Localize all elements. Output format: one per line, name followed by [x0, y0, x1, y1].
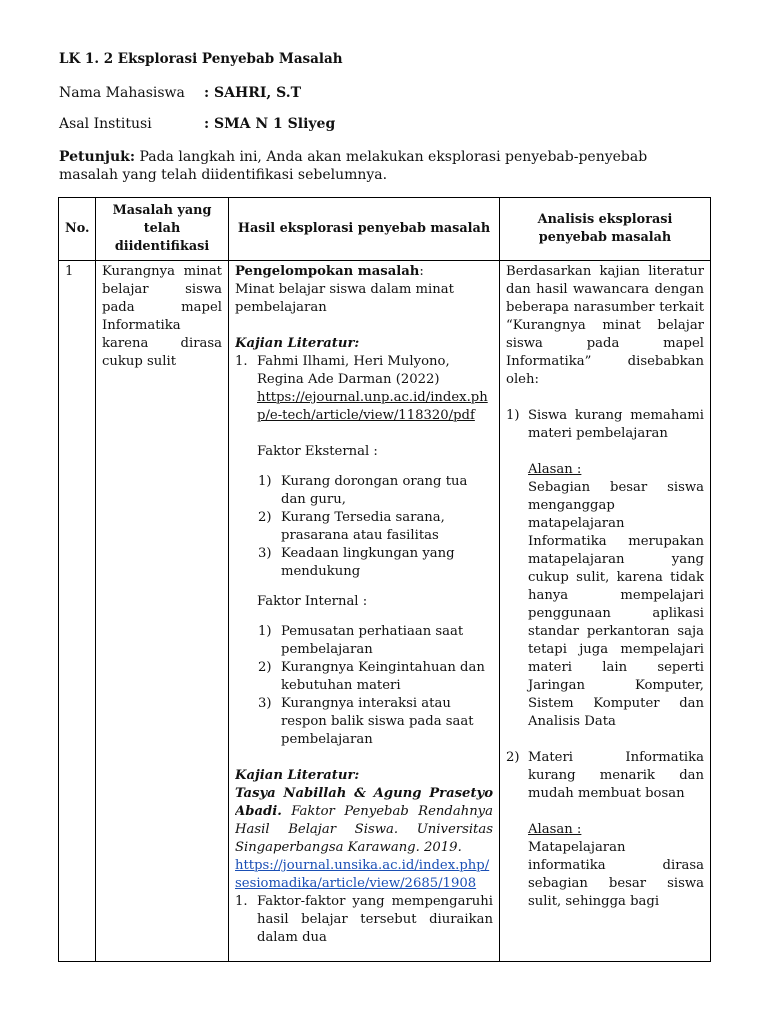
cell-analisis [500, 261, 711, 962]
reference-2-item-number: 1. [235, 894, 248, 909]
cell-no [59, 261, 96, 962]
institution-row [59, 116, 335, 132]
reference-2-title: Faktor Penyebab Rendahnya Hasil Belajar Siswa. Universitas Singaperbangsa Karawang. 2019. [235, 804, 493, 855]
reference-1 [235, 353, 493, 461]
group-line [235, 263, 493, 281]
reference-2 [235, 785, 493, 857]
faktor-eksternal-label: Faktor Eksternal : [257, 444, 378, 459]
group-text: Minat belajar siswa dalam minat pembelajaran [235, 282, 454, 315]
reference-1-link[interactable]: https://ejournal.unp.ac.id/index.php/e-tech/article/view/118320/pdf [257, 390, 488, 423]
instruction-text: Pada langkah ini, Anda akan melakukan eksplorasi penyebab-penyebab masalah yang telah diidentifikasi sebelumnya. [59, 149, 648, 183]
table-row [59, 261, 711, 962]
cell-hasil [229, 261, 500, 962]
analisis-point-1-reason: Sebagian besar siswa menganggap matapelajaran Informatika merupakan matapelajaran yang cukup sulit, karena tidak hanya mempelajari penggunaan aplikasi standar perkantoran saja tetapi juga mempelajari materi lain seperti Jaringan Komputer, Sistem Komputer dan Analisis Data [528, 480, 704, 729]
reference-2-item [235, 893, 493, 947]
faktor-internal-label: Faktor Internal : [257, 594, 368, 609]
institution-value: : SMA N 1 Sliyeg [204, 116, 336, 132]
kajian-literatur-heading-1: Kajian Literatur: [235, 336, 360, 351]
analisis-point-2-number: 2) [506, 750, 520, 765]
table-header-row [59, 198, 711, 261]
faktor-internal-list [235, 623, 493, 749]
group-colon: : [419, 264, 424, 279]
list-item: 3) Kurangnya interaksi atau respon balik siswa pada saat pembelajaran [258, 696, 474, 747]
faktor-eksternal-list [235, 473, 493, 581]
analisis-point-2-text: Materi Informatika kurang menarik dan mudah membuat bosan [528, 750, 704, 801]
list-item: 1) Pemusatan perhatiaan saat pembelajaran [258, 624, 464, 657]
header-no: No. [59, 198, 96, 261]
analisis-point-1-text: Siswa kurang memahami materi pembelajaran [528, 408, 704, 441]
reference-1-number: 1. [235, 354, 248, 369]
document-title: LK 1. 2 Eksplorasi Penyebab Masalah [59, 51, 343, 67]
list-item: 2) Kurangnya Keingintahuan dan kebutuhan materi [258, 660, 485, 693]
student-name-label: Nama Mahasiswa [59, 85, 185, 101]
student-name-row [59, 85, 301, 101]
analisis-point-1-number: 1) [506, 408, 520, 423]
analisis-point-1 [506, 407, 704, 731]
alasan-label-2: Alasan : [528, 822, 582, 837]
analisis-intro: Berdasarkan kajian literatur dan hasil wawancara dengan beberapa narasumber terkait “Kurangnya minat belajar siswa pada mapel Informatika” disebabkan oleh: [506, 264, 704, 387]
reference-2-item-text: Faktor-faktor yang mempengaruhi hasil belajar tersebut diuraikan dalam dua [257, 894, 493, 945]
list-item: 3) Keadaan lingkungan yang mendukung [258, 546, 455, 579]
list-item: 1) Kurang dorongan orang tua dan guru, [258, 474, 468, 507]
header-analisis: Analisis eksplorasi penyebab masalah [500, 198, 711, 261]
reference-1-authors: Fahmi Ilhami, Heri Mulyono, Regina Ade Darman (2022) [257, 354, 450, 387]
group-label: Pengelompokan masalah [235, 264, 420, 279]
student-name-value: : SAHRI, S.T [204, 85, 302, 101]
list-item: 2) Kurang Tersedia sarana, prasarana atau fasilitas [258, 510, 445, 543]
masalah-text: Kurangnya minat belajar siswa pada mapel Informatika karena dirasa cukup sulit [102, 264, 222, 369]
kajian-literatur-heading-2: Kajian Literatur: [235, 768, 360, 783]
instruction-label: Petunjuk: [59, 149, 135, 165]
reference-2-authors: Tasya Nabillah & Agung Prasetyo Abadi. [235, 786, 493, 819]
institution-label: Asal Institusi [59, 116, 152, 132]
header-masalah: Masalah yang telah diidentifikasi [96, 198, 229, 261]
instruction [59, 148, 709, 184]
alasan-label-1: Alasan : [528, 462, 582, 477]
analisis-point-2-reason: Matapelajaran informatika dirasa sebagian besar siswa sulit, sehingga bagi [528, 840, 704, 909]
reference-2-link[interactable]: https://journal.unsika.ac.id/index.php/sesiomadika/article/view/2685/1908 [235, 858, 490, 891]
cell-masalah [96, 261, 229, 962]
header-hasil: Hasil eksplorasi penyebab masalah [229, 198, 500, 261]
analisis-point-2 [506, 749, 704, 911]
row-number: 1 [65, 264, 74, 279]
exploration-table [58, 197, 711, 962]
